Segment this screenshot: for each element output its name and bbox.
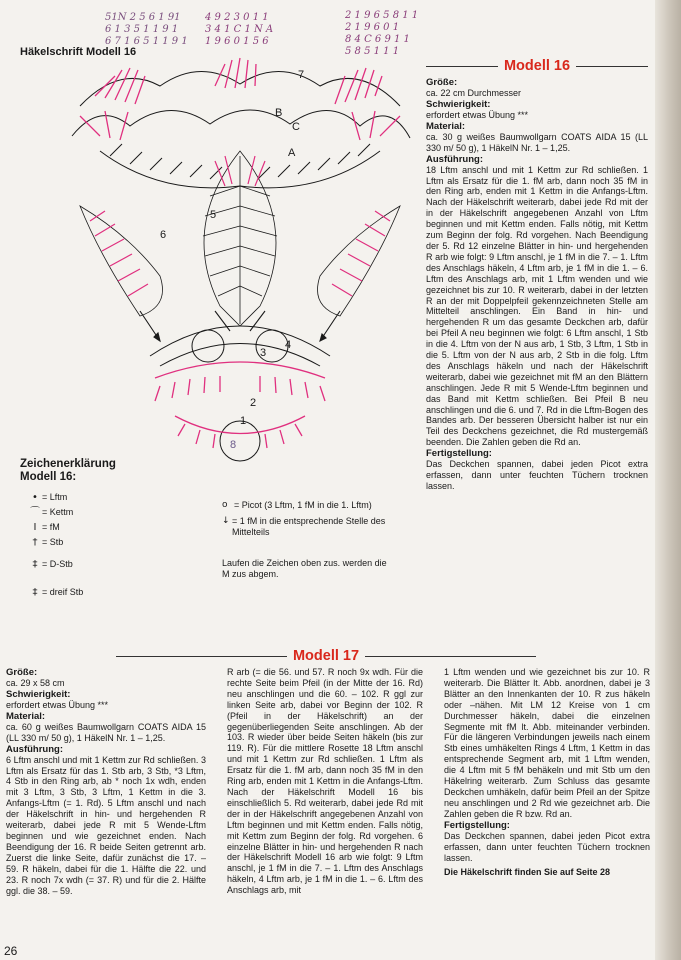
material-text: ca. 60 g weißes Baumwollgarn COATS AIDA 15 (LL 330 m/ 50 g), 1 HäkelN Nr. 1 – 1,25.	[6, 721, 206, 743]
text-columns	[6, 667, 650, 896]
difficulty-text: erfordert etwas Übung ***	[6, 699, 109, 710]
double-crochet-symbol: †	[32, 537, 38, 548]
round-label-5: 5	[210, 209, 217, 221]
center-leaf	[203, 151, 277, 326]
work-text: 18 Lftm anschl und mit 1 Kettm zur Rd schließen. 1 Lftm als Ersatz für die 1. fM arb, dann noch 35 fM in den Ring arb, enden mit 1 Kettm in die Anfangs-Lftm. Nach der Häkelschrift weiterarb, dabei jede Rd mit der in der Häkelschrift angegebenen Anzahl von Lftm beginnen und mit Kettm enden. Falls nötig, mit Kettm zum Beginn der folg. Rd vorgehen. Nach Beendigung der 5. Rd 12 einzelne Blätter in hin- und hergehenden R arb wie folgt: 9 Lftm anschl, je 1 fM in die 7. – 1. Lftm des Anschlags häkeln, 4 Lftm arb, je 1 fM in die 1. – 6. Lftm des Anschlags arb, mit 1 Lftm wenden und wie gezeichnet bis zur 10. R weiterarb, dabei in der letzten R an der mit Doppelpfeil gekennzeichneten Stelle am Mittelteil anschlingen. Ein Band in hin- und hergehenden R um das gesamte Deckchen arb, dafür bei Pfeil A neu beginnen wie folgt: 6 Lftm anschl, 1 Stb in die 4. Lftm von der N aus arb, 1 Stb, 3 Lftm, 1 Stb in die 5. Lftm von der N aus arb, 2 Stb in die folg. Lftm des Anschlags häkeln und nach der Häkelschrift weiterarb, dabei wie gezeichnet mit fM an den Blättern anschlingen. Jede R mit 5 Wende-Lftm beginnen und das Band mit Kettm schließen. Bei Pfeil B neu anschlingen und die 6. und 7. Rd in die Lftm-Bogen des Bandes arb. Der besseren Übersicht halber ist nur ein Teil des Deckchens gezeichnet, die Rd mustergemäß beenden. Die Zahlen geben die Rd an.	[426, 164, 648, 448]
handwritten-note-left: 51N 2 5 6 1 91 6 1 3 5 1 1 9 1 6 7 1 6 5 1 1 9 1	[105, 12, 188, 47]
pink-fans-top	[80, 58, 400, 140]
section-header	[116, 648, 536, 664]
material-text: ca. 30 g weißes Baumwollgarn COATS AIDA 15 (LL 330 m/ 50 g), 1 HäkelN Nr. 1 – 1,25.	[426, 131, 648, 153]
round-label-2: 2	[250, 397, 257, 409]
work-text-part3: 1 Lftm wenden und wie gezeichnet bis zur 10. R weiterarb. Die Blätter lt. Abb. anordnen, dabei je 3 Blätter an den Innenkanten der 10. R zus häkeln oder –nähen. Mit LM 12 Kreise von 1 cm Durchmesser häkeln, dabei die einzelnen Segmente mit fM lt. Abb. miteinander verbinden. Für die längeren Verbindungen jeweils nach einem Stb eines umhäkelten Rings 4 Lftm, 1 Kettm in das entsprechende Segment arb, mit 1 Lftm wenden, die 4 Lftm mit 5 fM behäkeln und mit Stb um den Häkelring weiterarb. Zum Schluss das gesamte Deckchen umhäkeln, dafür beim Pfeil an der Spitze neu anschlingen und 2 Rd wie gezeichnet arb. Die Zahlen geben die R bzw. Rd an.	[444, 667, 650, 819]
handwritten-note-right: 2 1 9 6 5 8 1 1 2 1 9 6 0 1 8 4 C 6 9 1 1 5 8 5 1 1 1	[345, 10, 419, 57]
column-2	[227, 667, 423, 896]
work-text-part2: R arb (= die 56. und 57. R noch 9x wdh. Für die rechte Seite beim Pfeil (in der Mitte der 16. Rd) neu anschlingen und die 60. – 102. R ggl zur linken Seite arb, dabei vor Beginn der 102. R (Pfeil in der Häkelschrift) an der gegenüberliegenden Seite anschlingen. Ab der 103. R wieder über beide Seiten häkeln (bis zur 119. R). Für die mittlere Rosette 18 Lftm anschl und mit 1 Kettm zur Rd schließen. 1 Lftm als Ersatz für die 1. fM arb, dann noch 35 fM in den Ring arb, enden mit 1 Kettm in die Anfangs-Lftm. Nach der Häkelschrift Modell 16 bis einschließlich 5. Rd weiterarb, dabei jede Rd mit der in der Häkelschrift angegebenen Anzahl von Lftm beginnen und mit Kettm enden. Falls nötig, mit Kettm zum Beginn der folg. Rd vorgehen. 6 einzelne Blätter in hin- und hergehenden R nach der Häkelschrift Modell 16 arb wie folgt: 9 Lftm anschl, je 1 fM in die 7. – 1. Lftm des Anschlags häkeln, 4 Lftm arb, je 1 fM in die 1. – 6. Lftm des Anschlags arb, mit	[227, 667, 423, 896]
finish-text: Das Deckchen spannen, dabei jeden Picot extra erfassen, dann unter feuchten Tüchern trocknen lassen.	[426, 459, 648, 491]
column-3	[444, 667, 650, 896]
picot-icon: o	[222, 500, 228, 510]
legend-extra	[222, 500, 392, 543]
arrow-label-a: A	[288, 147, 296, 159]
diagram-title: Häkelschrift Modell 16	[20, 46, 137, 58]
pink-center-rounds	[155, 362, 325, 448]
round-label-6: 6	[160, 229, 167, 241]
round-label-3: 3	[260, 347, 267, 359]
finish-text: Das Deckchen spannen, dabei jeden Picot extra erfassen, dann unter feuchten Tüchern trocknen lassen.	[444, 830, 650, 863]
arrow-label-c: C	[292, 121, 300, 133]
finish-label: Fertigstellung:	[426, 448, 492, 460]
size-label: Größe:	[6, 667, 38, 678]
legend-item-picot: o = Picot (3 Lftm, 1 fM in die 1. Lftm)	[222, 500, 372, 510]
round-label-8: 8	[230, 439, 237, 451]
single-crochet-symbol: I	[33, 522, 37, 533]
chain-symbol: •	[32, 492, 38, 503]
arrow-down-icon: ↓	[222, 516, 230, 526]
legend-item: I = fM	[28, 520, 83, 535]
round-label-7: 7	[298, 69, 305, 81]
size-label: Größe:	[426, 77, 458, 88]
work-label: Ausführung:	[6, 743, 63, 755]
page-binding	[655, 0, 681, 960]
work-text-part1: 6 Lftm anschl und mit 1 Kettm zur Rd schließen. 3 Lftm als Ersatz für das 1. Stb arb, 3 Stb, *3 Lftm, 4 Stb in den Ring arb, ab * noch 1x wdh, enden mit 3 Lftm, 3 Stb, 3 Lftm, 1 Kettm in die 3. Anfangs-Lftm (= 1. Rd). 5 Lftm anschl und nach der Häkelschrift in hin- und hergehenden R weiterarb, dabei jede R mit 5 Wende-Lftm beginnen und wie gezeichnet enden. Nach Beendigung der 16. R beide Seiten getrennt arb. Zuerst die linke Seite, dafür zunächst die 17. – 59. R häkeln, dabei für die 1. Hälfte die 22. und 23. R noch 7x wdh (= 37. R) und für die 2. Hälfte ggl. die 38. – 59.	[6, 754, 206, 896]
legend-item: ⌒ = Kettm	[30, 507, 74, 518]
legend-note: Laufen die Zeichen oben zus. werden die M zus abgem.	[222, 558, 387, 579]
page-reference: Die Häkelschrift finden Sie auf Seite 28	[444, 867, 611, 878]
legend-item-arrow: ↓ = 1 fM in die entsprechende Stelle des Mittelteils	[222, 516, 386, 537]
handwritten-note-middle: 4 9 2 3 0 1 1 3 4 1 C 1 N A 1 9 6 0 1 5 6	[205, 12, 274, 47]
difficulty-label: Schwierigkeit:	[426, 98, 491, 110]
triple-treble-symbol: ‡	[32, 586, 38, 598]
column-1	[6, 667, 206, 896]
legend-item: • = Lftm	[28, 490, 83, 505]
round-numbers	[160, 69, 304, 451]
center-rounds	[150, 326, 330, 461]
size-text: ca. 22 cm Durchmesser	[426, 88, 522, 98]
legend-item: ‡ = dreif Stb	[28, 578, 83, 606]
finish-label: Fertigstellung:	[444, 819, 510, 831]
difficulty-text: erfordert etwas Übung ***	[426, 109, 529, 120]
difficulty-label: Schwierigkeit:	[6, 688, 71, 700]
section-header	[426, 58, 648, 74]
crochet-diagram	[60, 56, 420, 466]
treble-symbol: ‡	[32, 558, 38, 570]
section-title: Modell 16	[503, 58, 571, 74]
legend-item: † = Stb	[28, 535, 83, 550]
section-modell-17	[6, 648, 650, 896]
section-title: Modell 17	[292, 648, 360, 664]
round-label-1: 1	[240, 415, 247, 427]
legend-title: Zeichenerklärung Modell 16:	[20, 458, 116, 483]
arrow-label-b: B	[275, 107, 283, 119]
legend-list	[28, 490, 83, 606]
slip-stitch-symbol: ⌒	[30, 507, 40, 518]
legend-item: ‡ = D-Stb	[28, 550, 83, 578]
size-text: ca. 29 x 58 cm	[6, 678, 65, 688]
material-label: Material:	[426, 120, 466, 132]
outer-picot-arcs	[72, 71, 410, 138]
page-number: 26	[4, 944, 18, 958]
round-label-4: 4	[285, 339, 292, 351]
material-label: Material:	[6, 710, 46, 722]
work-label: Ausführung:	[426, 153, 483, 165]
section-modell-16	[426, 58, 648, 492]
